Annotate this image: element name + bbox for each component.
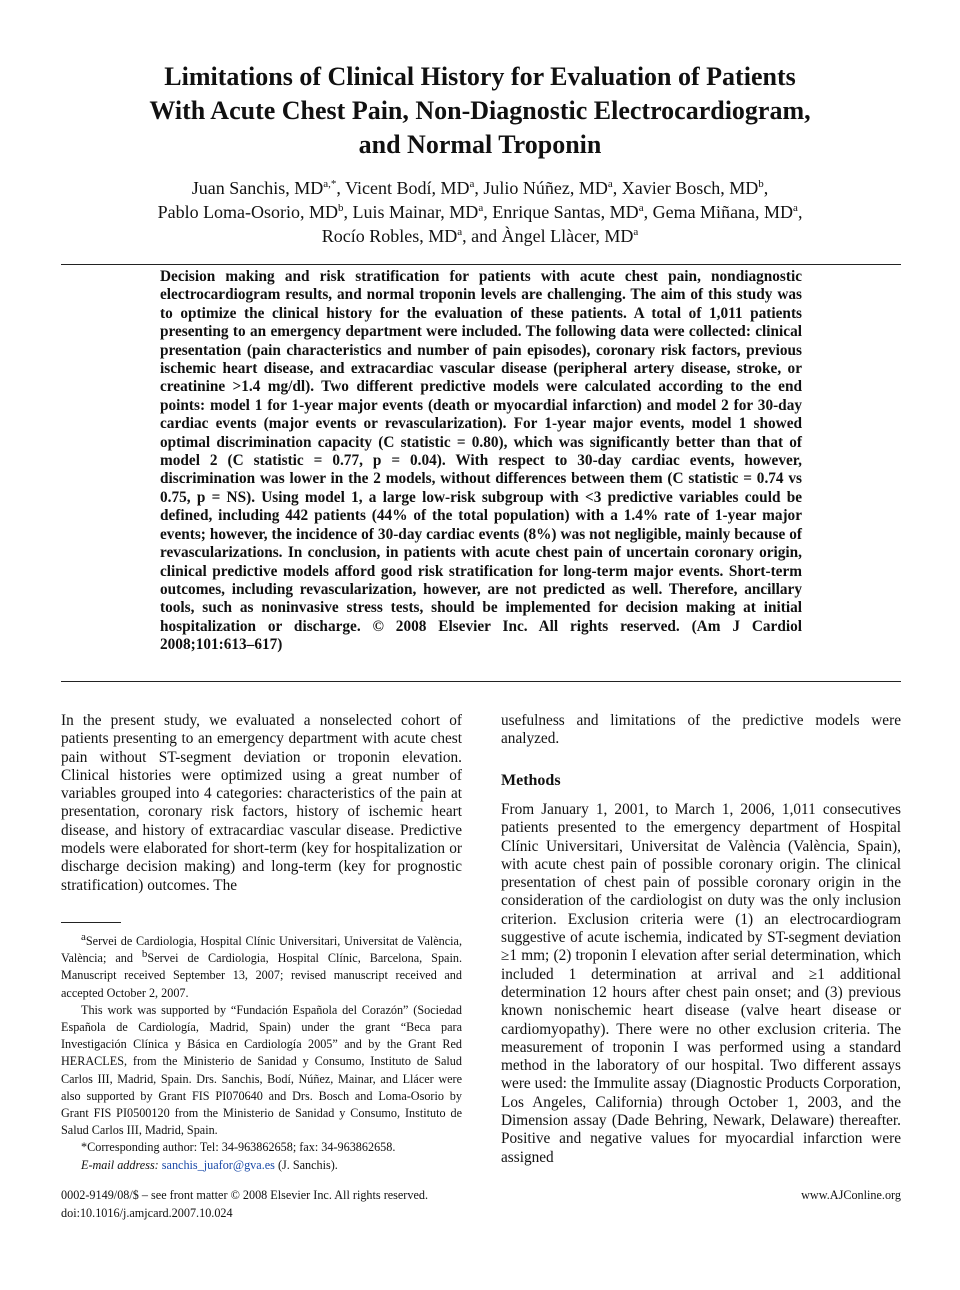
author: Vicent Bodí, $MD^a$, (345, 178, 479, 198)
author: Gema Miñana, $MD^a$, (652, 202, 803, 222)
funding-footnote: This work was supported by “Fundación Española del Corazón” (Sociedad Española de Cardiología, Madrid, Spain) under the grant “Beca para Investigación Clínica y Básica en Cardiología 2005” and by the Grant Red HERACLES, from the Ministerio de Sanidad y Consumo, Instituto de Salud Carlos III, Madrid, Spain. Drs. Sanchis, Bodí, Núñez, Mainar, and Llácer were also supported by Grant FIS PI070640 and Drs. Bosch and Loma-Osorio by Grant FIS PI0500120 from the Ministerio de Sanidad y Consumo, Instituto de Salud Carlos III, Madrid, Spain. (61, 1002, 462, 1138)
abstract-top-rule (61, 264, 901, 265)
doi-line: doi:10.1016/j.amjcard.2007.10.024 (61, 1205, 233, 1220)
journal-website[interactable]: www.AJConline.org (801, 1188, 901, 1202)
author: and Àngel Llàcer, $MD^a$ (471, 226, 639, 246)
corresponding-footnote: *Corresponding author: Tel: 34-963862658; fax: 34-963862658. (81, 1140, 396, 1155)
author-line (80, 224, 880, 248)
intro-continued: usefulness and limitations of the predictive models were analyzed. (501, 712, 901, 748)
article-title (80, 60, 880, 162)
abstract-bottom-rule (61, 681, 901, 682)
author: Pablo Loma-Osorio, $MD^b$, (157, 202, 349, 222)
intro-paragraph: In the present study, we evaluated a nonselected cohort of patients presenting to an emergency department with acute chest pain without ST-segment deviation or troponin elevation. Clinical histories were optimized using a great number of variables grouped into 4 categories: characteristics of the pain at presentation, coronary risk factors, history of ischemic heart disease, and history of extracardiac vascular disease. Predictive models were elaborated for short-term (key for hospitalization or discharge decision making) and long-term (key for prognostic stratification) outcomes. The (61, 712, 462, 894)
affiliations-footnote: $^a$Servei de Cardiologia, Hospital Clínic Universitari, Universitat de València, València; and $^b$Servei de Cardiologia, Hospital Clínic, Barcelona, Spain. Manuscript received September 13, 2007; revised manuscript received and accepted October 2, 2007. (61, 930, 462, 1000)
author: Luis Mainar, $MD^a$, (352, 202, 488, 222)
abstract: Decision making and risk stratification for patients with acute chest pain, nondiagnostic electrocardiogram results, and normal troponin levels are challenging. The aim of this study was to optimize the clinical history for the evaluation of these patients. A total of 1,011 patients presenting to an emergency department were included. The following data were collected: clinical presentation (pain characteristics and number of pain episodes), coronary risk factors, previous ischemic heart disease, and extracardiac vascular disease (peripheral artery disease, stroke, or creatinine >1.4 mg/dl). Two different predictive models were calculated according to the end points: model 1 for 1-year major events (death or myocardial infarction) and model 2 for 30-day cardiac events (major events or revascularization). For 1-year major events, model 1 showed optimal discrimination capacity (C statistic = 0.80), which was significantly better than that of model 2 (C statistic = 0.77, p = 0.04). With respect to 30-day cardiac events, however, discrimination was lower in the 2 models, without differences between them (C statistic = 0.74 vs 0.75, p = NS). Using model 1, a large low-risk subgroup with <3 predictive variables could be defined, including 442 patients (44% of the total population) with a 1.4% rate of 1-year major events; however, the incidence of 30-day cardiac events (8%) was not negligible, mainly because of revascularizations. In conclusion, in patients with acute chest pain of uncertain coronary origin, clinical predictive models afford good risk stratification for long-term major events. Short-term outcomes, including revascularization, however, are not predicted as well. Therefore, ancillary tools, such as noninvasive stress tests, should be implemented for decision making at initial hospitalization or discharge. © 2008 Elsevier Inc. All rights reserved. (Am J Cardiol 2008;101:613–617) (160, 268, 802, 654)
author-line (80, 176, 880, 200)
author: Juan Sanchis, $MD^{a,*}$, (191, 178, 341, 198)
email-link[interactable]: sanchis_juafor@gva.es (161, 1157, 275, 1172)
footnotes (61, 930, 462, 1174)
author-line (80, 200, 880, 224)
front-matter (61, 1187, 428, 1223)
author-list (80, 176, 880, 248)
methods-paragraph: From January 1, 2001, to March 1, 2006, 1,011 consecutives patients presented to the emergency department of Hospital Clínic Universitari, Universitat de València (València, Spain), with acute chest pain of possible coronary origin. The clinical presentation of chest pain of possible coronary origin in the consideration of the cardiologist on duty was the only inclusion criterion. Exclusion criteria were (1) an electrocardiogram suggestive of acute ischemia, indicated by ST-segment deviation ≥1 mm; (2) troponin I elevation after serial determination, which included 1 determination at arrival and ≥1 additional determination 12 hours after chest pain onset; and (3) previous known nonischemic heart disease (valve heart disease or cardiomyopathy). There were no other exclusion criteria. The measurement of troponin I was performed using a standard method in the laboratory of our hospital. Two different assays were used: the Immulite assay (Diagnostic Products Corporation, Los Angeles, California) through October 1, 2003, and the Dimension assay (Dade Behring, Newark, Delaware) thereafter. Positive and negative values for myocardial infarction were assigned (501, 801, 901, 1166)
issn-line: 0002-9149/08/$ – see front matter © 2008 Elsevier Inc. All rights reserved. (61, 1188, 429, 1202)
methods-heading: Methods (501, 772, 561, 789)
author: Julio Núñez, $MD^a$, (483, 178, 618, 198)
title-line: Limitations of Clinical History for Evaluation of Patients (164, 62, 796, 91)
email-footnote: E-mail address: sanchis_juafor@gva.es (J. Sanchis). (81, 1157, 338, 1172)
email-label: E-mail address: (81, 1157, 159, 1172)
author: Rocío Robles, $MD^a$, (321, 226, 467, 246)
author: Enrique Santas, $MD^a$, (492, 202, 649, 222)
title-line: and Normal Troponin (358, 130, 602, 159)
title-line: With Acute Chest Pain, Non-Diagnostic Electrocardiogram, (149, 96, 811, 125)
footnote-rule (61, 922, 121, 923)
author: Xavier Bosch, $MD^b$, (621, 178, 769, 198)
